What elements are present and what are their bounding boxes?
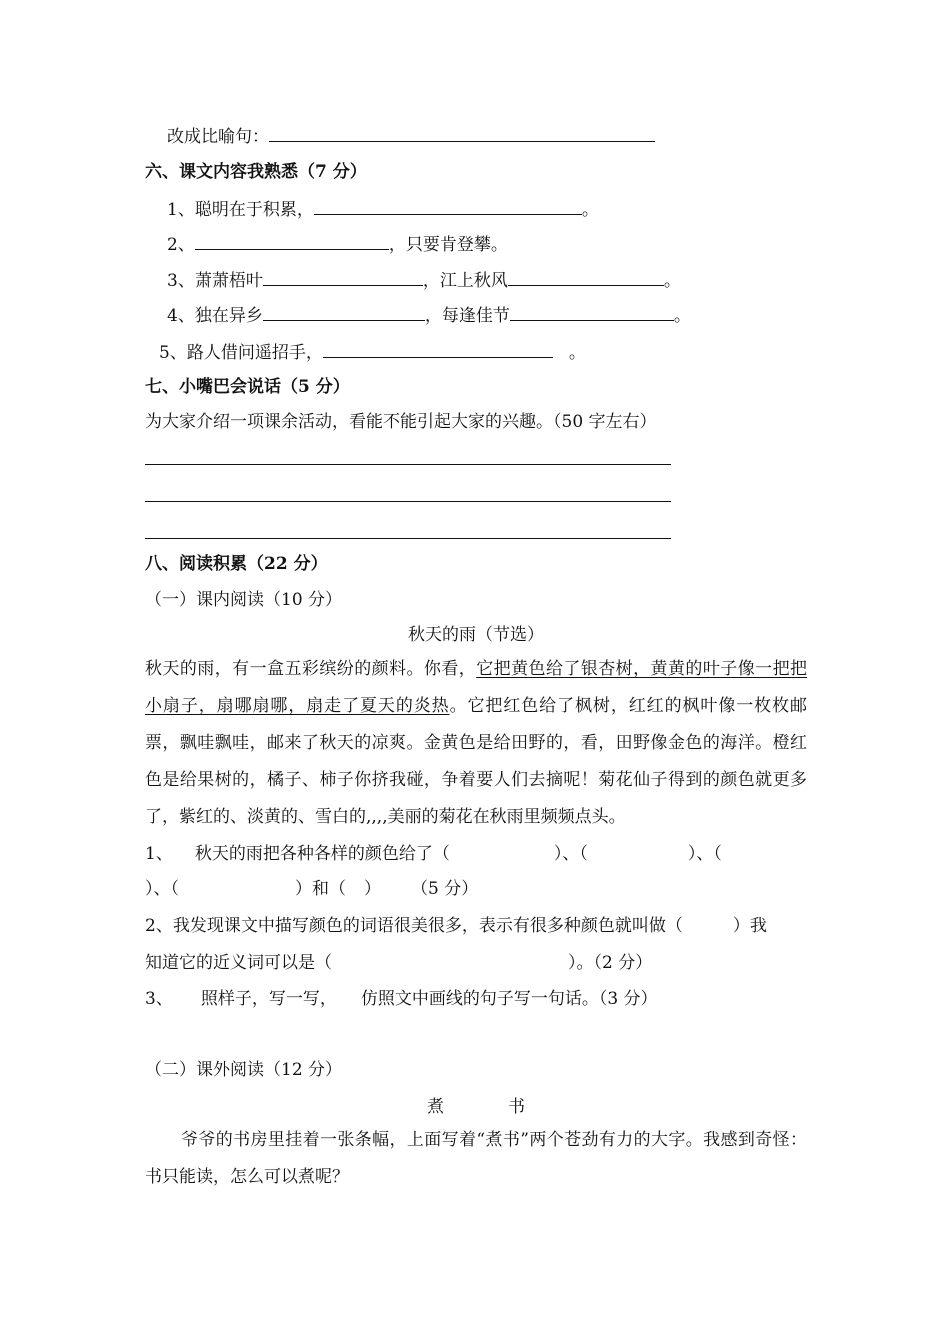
s6-question-2 — [167, 232, 508, 257]
p1-q1-sep-4: ）和（ — [295, 879, 346, 899]
s6-q4-text: 4、独在异乡 — [167, 306, 263, 326]
s6-question-4 — [167, 303, 691, 328]
part-1-label: （一）课内阅读（10 分） — [145, 590, 343, 610]
p1-q1-sep-1: ）、（ — [553, 844, 588, 864]
answer-blank[interactable] — [314, 197, 582, 215]
s6-q4-mid: ，每逢佳节 — [424, 306, 510, 326]
p1-q2-score: ）。（2 分） — [568, 953, 653, 973]
passage-1-text-a: 秋天的雨，有一盒五彩缤纷的颜料。你看， — [145, 659, 477, 679]
p1-question-3 — [145, 987, 658, 1011]
passage-2-title-char-2: 书 — [508, 1097, 525, 1117]
p1-q1-sep-2: ）、（ — [687, 844, 722, 864]
s6-q2-text: ，只要肯登攀。 — [388, 235, 508, 255]
answer-blank[interactable] — [323, 340, 553, 358]
section-7-title: 七、小嘴巴会说话（5 分） — [145, 377, 350, 397]
p1-q2-text: 2、我发现课文中描写颜色的词语很美很多，表示有很多种颜色就叫做（ — [145, 916, 683, 936]
s6-q3-end: 。 — [663, 271, 681, 291]
section-6-title: 六、课文内容我熟悉（7 分） — [145, 162, 367, 182]
answer-blank[interactable] — [263, 268, 423, 286]
s7-prompt: 为大家介绍一项课余活动，看能不能引起大家的兴趣。（50 字左右） — [145, 412, 657, 432]
s6-question-3 — [167, 268, 681, 293]
s6-question-1 — [167, 197, 599, 222]
p1-q1-score: （5 分） — [411, 879, 479, 899]
s6-q5-end: 。 — [568, 343, 586, 363]
passage-2-title — [145, 1095, 807, 1119]
part-2-label: （二）课外阅读（12 分） — [145, 1060, 343, 1080]
p1-question-1-line-1 — [145, 842, 722, 866]
p1-question-2-line-2 — [145, 951, 652, 975]
p1-q3-number: 3、 — [145, 989, 173, 1009]
p1-q3-text: 照样子，写一写， — [200, 989, 337, 1009]
s6-q5-text: 5、路人借问遥招手， — [159, 343, 323, 363]
s6-q1-text: 1、聪明在于积累， — [167, 200, 314, 220]
passage-2-body: 爷爷的书房里挂着一张条幅，上面写着“煮书”两个苍劲有力的大字。我感到奇怪：书只能读，怎么可以煮呢？ — [145, 1130, 807, 1187]
rewrite-metaphor-label: 改成比喻句： — [167, 127, 269, 147]
answer-blank[interactable] — [195, 232, 389, 250]
answer-blank[interactable] — [510, 303, 674, 321]
writing-line[interactable] — [145, 538, 671, 539]
p1-question-2-line-1 — [145, 914, 767, 938]
passage-1-body — [145, 651, 807, 836]
p1-q1-text: 秋天的雨把各种各样的颜色给了（ — [194, 844, 450, 864]
passage-1-underlined-sentence: 它把黄色给了银杏树，黄黄的叶子像一把把小扇子，扇哪扇哪，扇走了夏天的炎热 — [145, 659, 808, 716]
s6-q3-text: 3、萧萧梧叶 — [167, 271, 263, 291]
passage-1-text-b: 。它把红色给了枫树，红红的枫叶像一枚枚邮票，飘哇飘哇，邮来了秋天的凉爽。金黄色是给田野的，看，田野像金色的海洋。橙红色是给果树的，橘子、柿子你挤我碰，争着要人们去摘呢！菊花仙子得到的颜色就更多了，紫红的、淡黄的、雪白的,,,,美丽的菊花在秋雨里频频点头。 — [145, 696, 808, 827]
s6-q1-end: 。 — [581, 200, 599, 220]
s6-q3-mid: ，江上秋风 — [422, 271, 508, 291]
section-8-title: 八、阅读积累（22 分） — [145, 554, 328, 574]
p1-q2-text-2: 知道它的近义词可以是（ — [145, 953, 332, 973]
s6-q4-end: 。 — [673, 306, 691, 326]
answer-blank[interactable] — [269, 124, 655, 142]
writing-line[interactable] — [145, 501, 671, 502]
answer-blank[interactable] — [263, 303, 425, 321]
p1-q1-sep-5: ） — [364, 879, 381, 899]
s6-question-5 — [159, 340, 586, 365]
p1-q2-text-end: ）我 — [732, 916, 767, 936]
rewrite-metaphor-line — [167, 124, 655, 149]
writing-line[interactable] — [145, 464, 671, 465]
p1-q1-number: 1、 — [145, 844, 173, 864]
s6-q2-number: 2、 — [167, 235, 195, 255]
p1-q3-text-2: 仿照文中画线的句子写一句话。（3 分） — [360, 989, 658, 1009]
p1-question-1-line-2 — [145, 877, 478, 901]
passage-2-title-char-1: 煮 — [427, 1097, 444, 1117]
passage-1-title: 秋天的雨（节选） — [408, 625, 544, 645]
p1-q1-sep-3: ）、（ — [145, 879, 179, 899]
answer-blank[interactable] — [508, 268, 664, 286]
